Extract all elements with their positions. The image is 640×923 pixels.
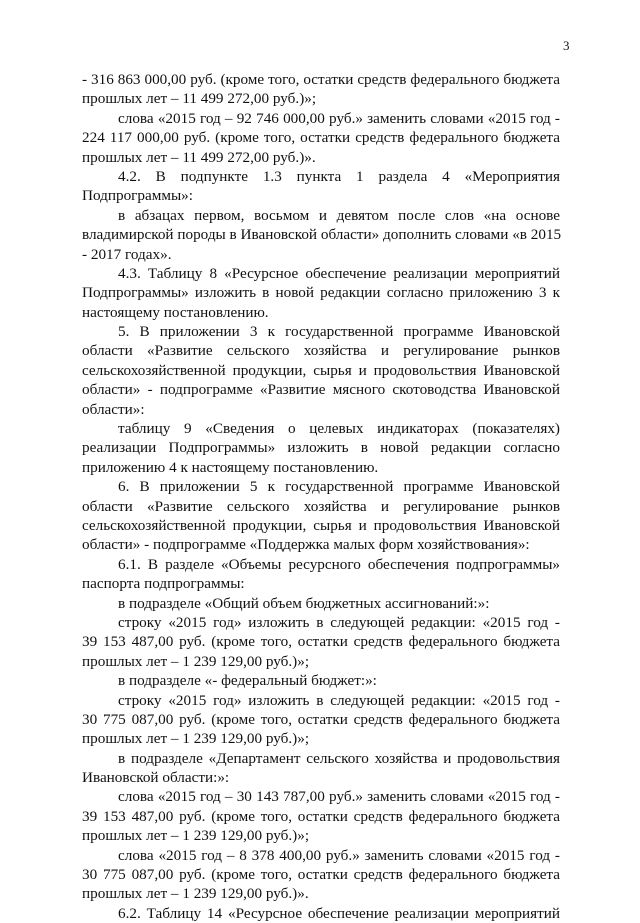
document-body bbox=[82, 70, 560, 923]
text-line: прошлых лет – 1 239 129,00 руб.)»; bbox=[82, 730, 310, 748]
text-line: 39 153 487,00 руб. (кроме того, остатки средств федерального бюджета bbox=[82, 633, 560, 651]
text-line: строку «2015 год» изложить в следующей редакции: «2015 год - bbox=[118, 613, 560, 631]
text-line: - 2017 годах». bbox=[82, 245, 172, 263]
text-line: 30 775 087,00 руб. (кроме того, остатки средств федерального бюджета bbox=[82, 866, 560, 884]
text-line: сельскохозяйственной продукции, сырья и продовольствия Ивановской bbox=[82, 361, 560, 379]
text-line: паспорта подпрограммы: bbox=[82, 575, 245, 593]
text-line: слова «2015 год – 8 378 400,00 руб.» заменить словами «2015 год - bbox=[118, 846, 560, 864]
text-line: в подразделе «Общий объем бюджетных ассигнований:»: bbox=[118, 594, 490, 612]
text-line: 39 153 487,00 руб. (кроме того, остатки средств федерального бюджета bbox=[82, 807, 560, 825]
text-line: 224 117 000,00 руб. (кроме того, остатки средств федерального бюджета bbox=[82, 129, 560, 147]
text-line: прошлых лет – 11 499 272,00 руб.)»; bbox=[82, 90, 317, 108]
text-line: строку «2015 год» изложить в следующей редакции: «2015 год - bbox=[118, 691, 560, 709]
text-line: реализации Подпрограммы» изложить в новой редакции согласно bbox=[82, 439, 560, 457]
text-line: Подпрограммы»: bbox=[82, 187, 193, 205]
text-line: 30 775 087,00 руб. (кроме того, остатки средств федерального бюджета bbox=[82, 710, 560, 728]
text-line: области «Развитие сельского хозяйства и регулирование рынков bbox=[82, 342, 560, 360]
text-line: слова «2015 год – 30 143 787,00 руб.» заменить словами «2015 год - bbox=[118, 788, 560, 806]
text-line: в подразделе «Департамент сельского хозяйства и продовольствия bbox=[118, 749, 560, 767]
text-line: 4.3. Таблицу 8 «Ресурсное обеспечение реализации мероприятий bbox=[118, 264, 560, 282]
text-line: приложению 4 к настоящему постановлению. bbox=[82, 458, 379, 476]
text-line: в подразделе «- федеральный бюджет:»: bbox=[118, 672, 377, 690]
page-number: 3 bbox=[563, 38, 570, 53]
text-line: - 316 863 000,00 руб. (кроме того, остатки средств федерального бюджета bbox=[82, 71, 560, 88]
text-line: области «Развитие сельского хозяйства и регулирование рынков bbox=[82, 497, 560, 515]
text-line: прошлых лет – 1 239 129,00 руб.)»; bbox=[82, 827, 310, 845]
text-line: области»: bbox=[82, 400, 145, 418]
text-line: 6. В приложении 5 к государственной программе Ивановской bbox=[118, 478, 560, 496]
text-line: прошлых лет – 1 239 129,00 руб.)»; bbox=[82, 652, 310, 670]
text-line: прошлых лет – 11 499 272,00 руб.)». bbox=[82, 148, 316, 166]
text-line: таблицу 9 «Сведения о целевых индикаторах (показателях) bbox=[118, 420, 560, 438]
text-line: в абзацах первом, восьмом и девятом после слов «на основе bbox=[118, 206, 560, 224]
text-line: слова «2015 год – 92 746 000,00 руб.» заменить словами «2015 год - bbox=[118, 109, 560, 127]
text-line: Подпрограммы» изложить в новой редакции согласно приложению 3 к bbox=[82, 284, 560, 302]
text-line: области» - подпрограмме «Развитие мясного скотоводства Ивановской bbox=[82, 381, 560, 399]
text-line: настоящему постановлению. bbox=[82, 303, 269, 321]
text-line: области» - подпрограмме «Поддержка малых форм хозяйствования»: bbox=[82, 536, 530, 554]
text-line: сельскохозяйственной продукции, сырья и продовольствия Ивановской bbox=[82, 516, 560, 534]
text-line: прошлых лет – 1 239 129,00 руб.)». bbox=[82, 885, 309, 903]
text-line: Ивановской области:»: bbox=[82, 769, 230, 787]
text-line: 4.2. В подпункте 1.3 пункта 1 раздела 4 «Мероприятия bbox=[118, 167, 560, 185]
text-line: 6.1. В разделе «Объемы ресурсного обеспечения подпрограммы» bbox=[118, 555, 560, 573]
text-line: 6.2. Таблицу 14 «Ресурсное обеспечение реализации мероприятий bbox=[118, 904, 560, 922]
text-line: 5. В приложении 3 к государственной программе Ивановской bbox=[118, 323, 560, 341]
text-line: владимирской породы в Ивановской области» дополнить словами «в 2015 bbox=[82, 226, 562, 244]
